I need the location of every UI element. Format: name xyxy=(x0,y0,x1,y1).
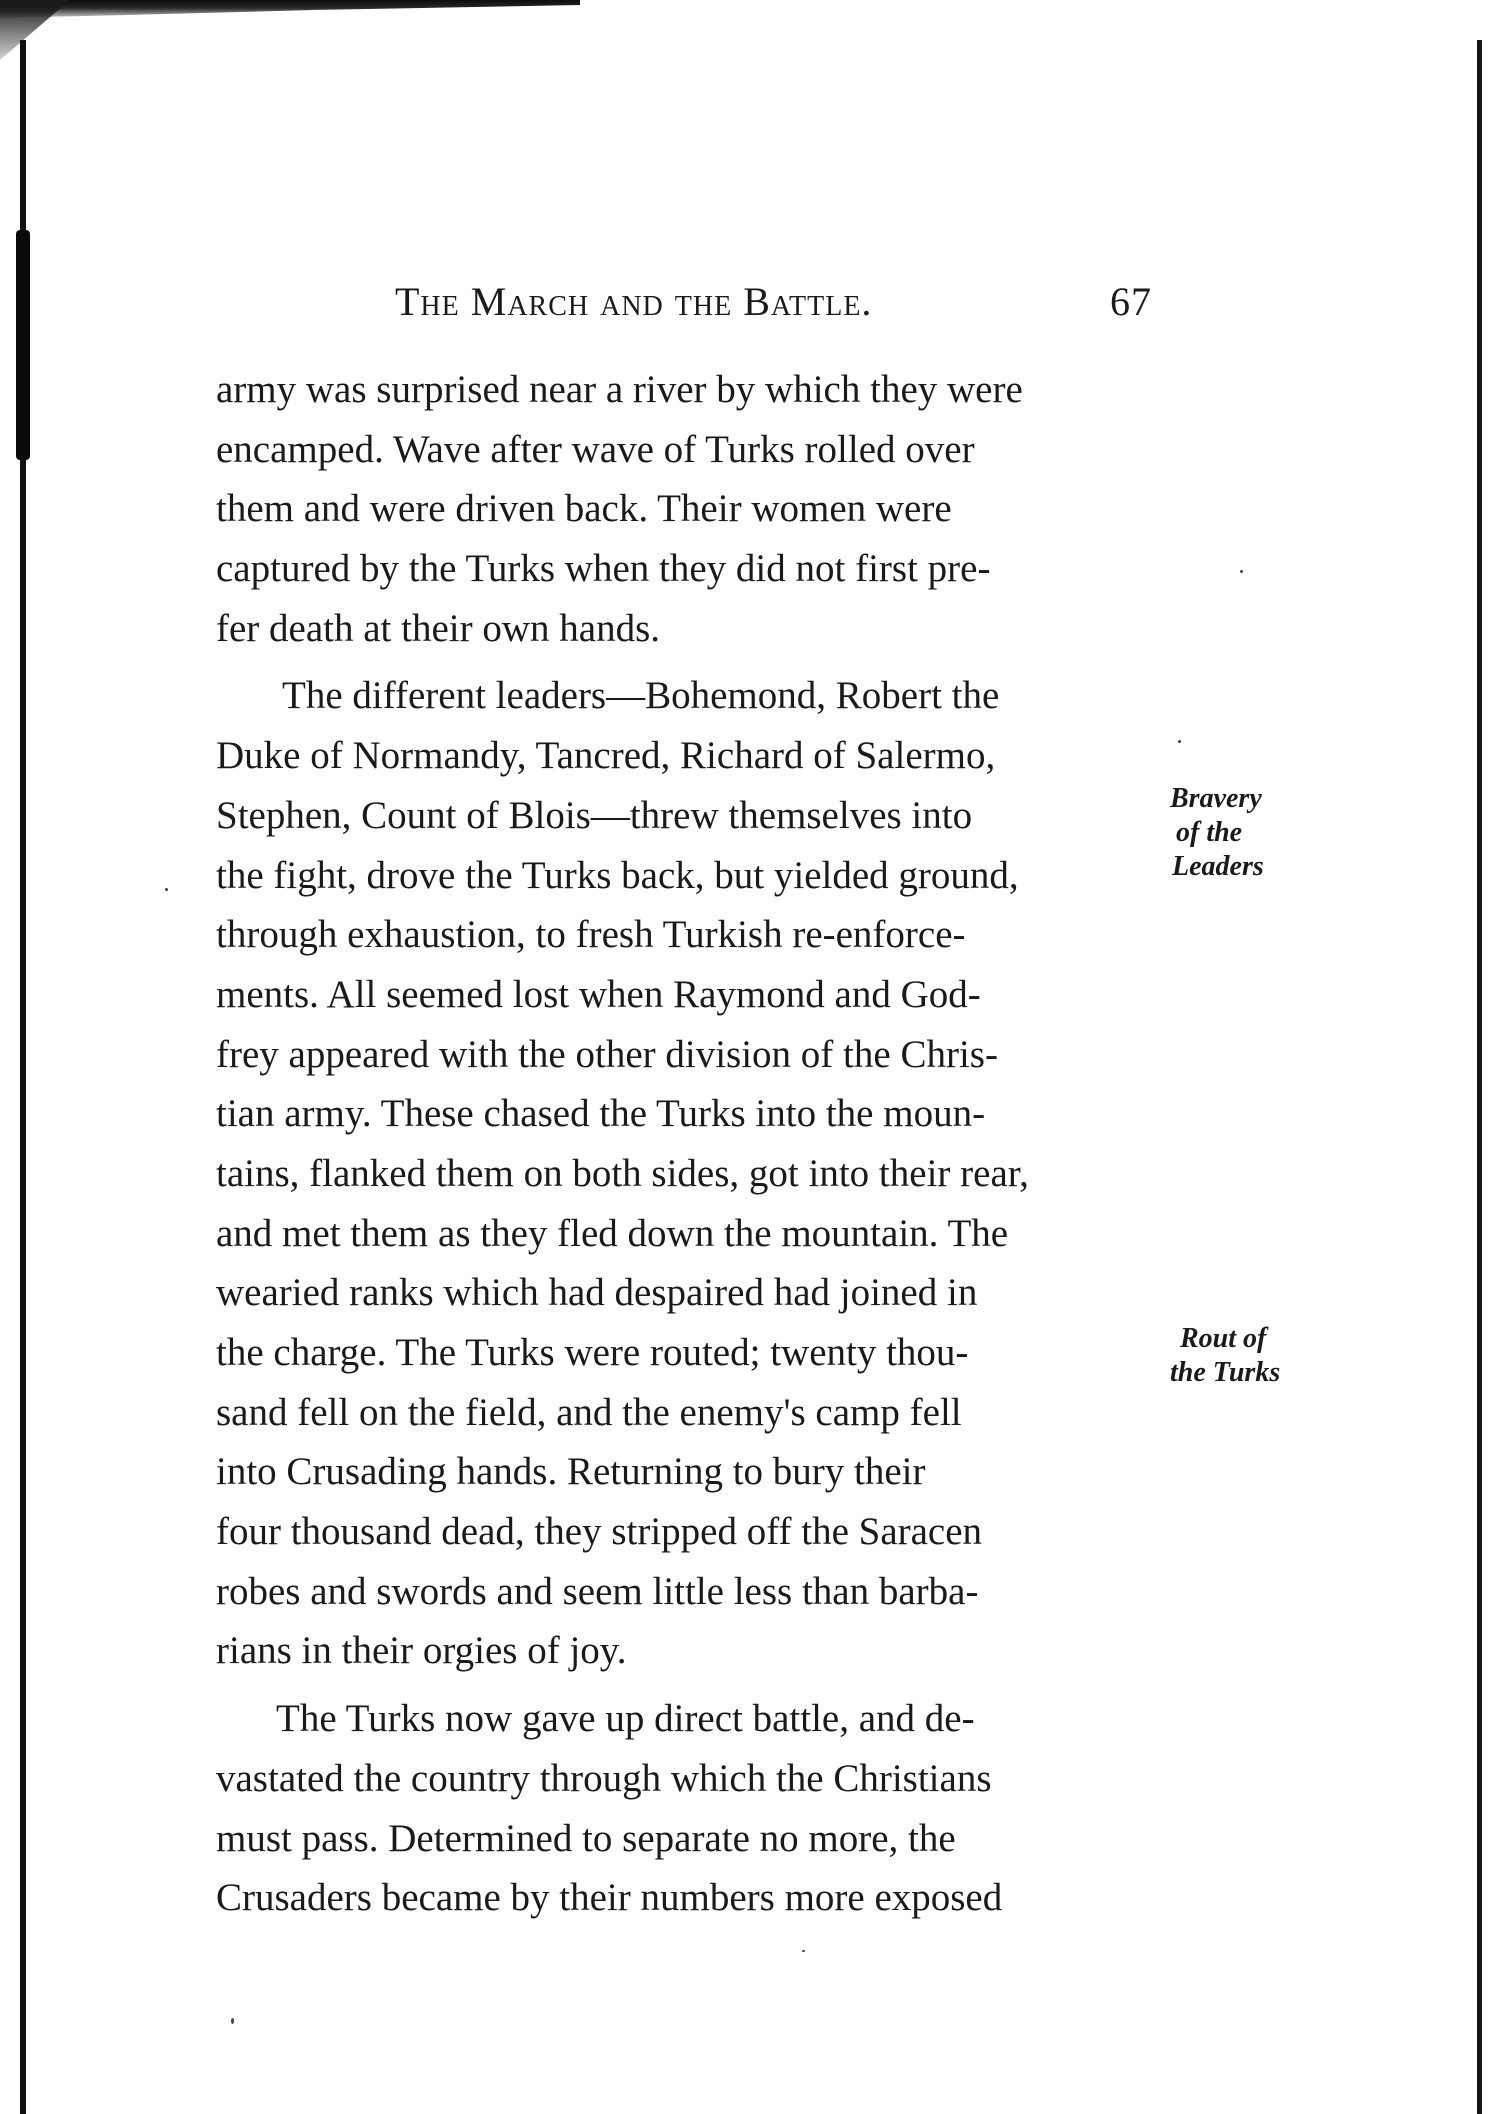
scan-speck xyxy=(802,1950,805,1952)
scan-edge-left-shadow xyxy=(16,230,30,460)
scan-speck xyxy=(1240,570,1243,573)
text-line: the charge. The Turks were routed; twenty thou- xyxy=(216,1331,969,1374)
scan-speck xyxy=(231,2018,234,2024)
scan-edge-top xyxy=(0,0,580,18)
running-head xyxy=(395,278,1175,338)
text-line: Crusaders became by their numbers more exposed xyxy=(216,1876,1003,1920)
running-head-title: The March and the Battle. xyxy=(395,279,873,324)
text-line: four thousand dead, they stripped off the Saracen xyxy=(216,1510,983,1554)
text-line: and met them as they fled down the mountain. The xyxy=(216,1211,1009,1255)
text-line: ments. All seemed lost when Raymond and God- xyxy=(216,972,981,1016)
scan-edge-right xyxy=(1477,40,1482,2114)
text-line: army was surprised near a river by which they were xyxy=(216,368,1023,411)
paragraph xyxy=(216,666,1166,1681)
text-line: The different leaders—Bohemond, Robert the xyxy=(282,674,1000,718)
body-text xyxy=(216,360,1166,1928)
text-line: robes and swords and seem little less than barba- xyxy=(216,1569,979,1613)
scan-speck xyxy=(165,888,168,891)
page-number: 67 xyxy=(1110,279,1152,324)
margin-note-line: the Turks xyxy=(1170,1357,1281,1388)
text-line: tains, flanked them on both sides, got into their rear, xyxy=(216,1151,1029,1195)
margin-note-line: Leaders xyxy=(1172,851,1264,882)
text-line: captured by the Turks when they did not first pre- xyxy=(216,547,991,591)
text-line: frey appeared with the other division of the Chris- xyxy=(216,1032,998,1076)
text-line: through exhaustion, to fresh Turkish re-enforce- xyxy=(216,913,966,957)
text-line: wearied ranks which had despaired had joined in xyxy=(216,1271,978,1315)
paragraph xyxy=(216,360,1166,658)
scan-speck xyxy=(1178,740,1181,743)
text-line: Duke of Normandy, Tancred, Richard of Salermo, xyxy=(216,734,996,778)
margin-note-line: Rout of xyxy=(1180,1323,1267,1354)
scan-edge-top-corner xyxy=(0,0,70,60)
text-line: fer death at their own hands. xyxy=(216,606,661,650)
paragraph xyxy=(216,1689,1166,1928)
text-line: encamped. Wave after wave of Turks rolled over xyxy=(216,427,975,471)
text-line: sand fell on the field, and the enemy's camp fell xyxy=(216,1390,962,1434)
margin-note-line: Bravery xyxy=(1170,783,1262,814)
text-line: The Turks now gave up direct battle, and de- xyxy=(276,1697,975,1741)
margin-note-bravery xyxy=(1170,782,1300,884)
text-line: rians in their orgies of joy. xyxy=(216,1629,627,1673)
margin-note-rout xyxy=(1170,1322,1320,1390)
text-line: the fight, drove the Turks back, but yielded ground, xyxy=(216,853,1019,897)
text-line: into Crusading hands. Returning to bury their xyxy=(216,1450,926,1494)
text-line: must pass. Determined to separate no more, the xyxy=(216,1816,956,1860)
text-line: tian army. These chased the Turks into the moun- xyxy=(216,1092,986,1136)
text-line: Stephen, Count of Blois—threw themselves into xyxy=(216,793,973,837)
margin-note-line: of the xyxy=(1176,817,1243,848)
text-line: them and were driven back. Their women were xyxy=(216,487,952,531)
text-line: vastated the country through which the Christians xyxy=(216,1756,992,1800)
